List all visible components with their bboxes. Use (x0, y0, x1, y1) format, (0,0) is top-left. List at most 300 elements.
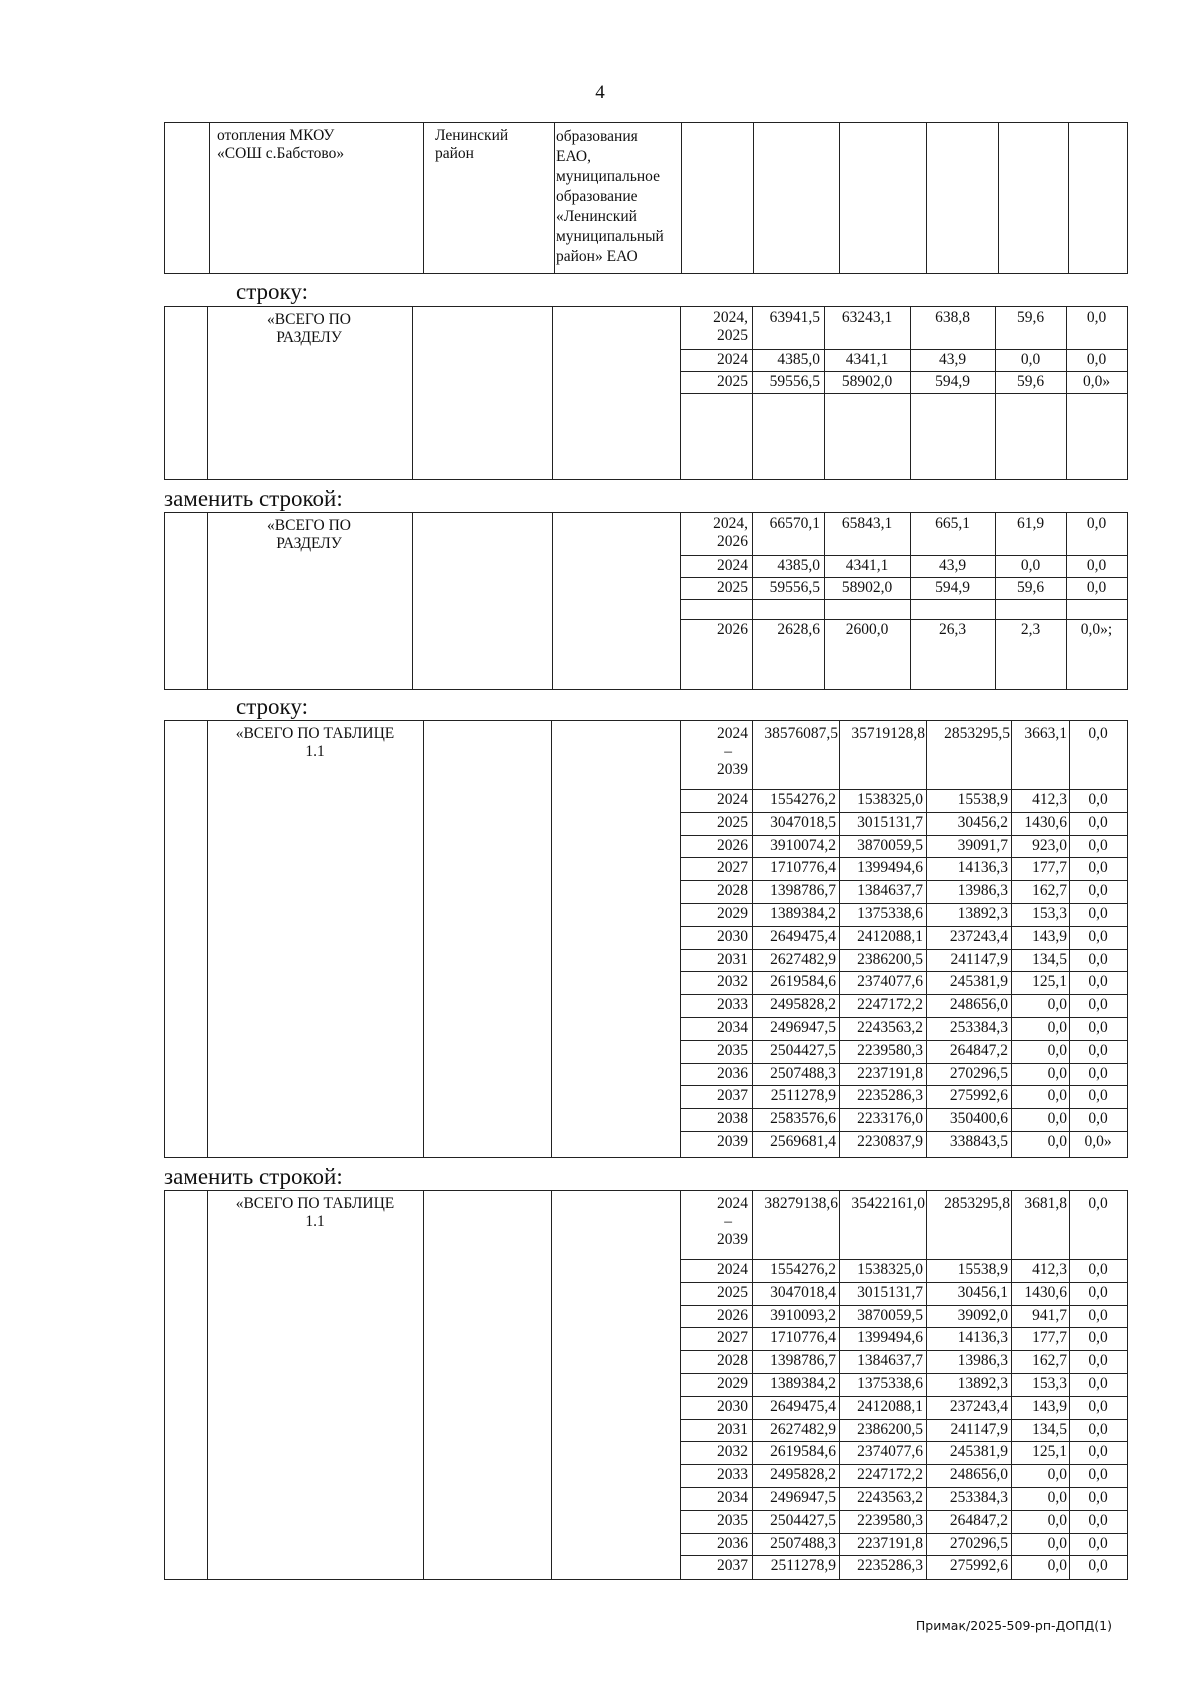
year-cell: 2026 (717, 621, 748, 638)
table-total-label: «ВСЕГО ПО ТАБЛИЦЕ (235, 1195, 395, 1212)
year-cell: 2029 (717, 905, 748, 922)
value-other: 0,0 (1088, 973, 1108, 991)
value-federal: 58902,0 (841, 579, 893, 596)
value-federal: 58902,0 (841, 373, 893, 390)
value-regional: 2853295,8 (944, 1195, 1010, 1212)
funding-source-line: ЕАО, (556, 148, 591, 165)
year-range-start: 2024 (717, 725, 748, 742)
value-other: 0,0 (1088, 1283, 1108, 1301)
value-federal: 2235286,3 (857, 1087, 923, 1105)
value-local: 0,0 (1047, 1064, 1067, 1082)
value-regional: 248656,0 (949, 1466, 1008, 1484)
value-regional: 350400,6 (949, 1110, 1008, 1128)
row-divider (680, 857, 1127, 858)
value-regional: 30456,2 (957, 813, 1008, 831)
value-other: 0,0 (1088, 1534, 1108, 1552)
value-total: 2649475,4 (770, 927, 836, 945)
document-footer: Примак/2025-509-рп-ДОПД(1) (915, 1618, 1112, 1633)
value-regional: 43,9 (938, 557, 967, 574)
value-other: 0,0» (1084, 1133, 1112, 1150)
value-other: 0,0» (1082, 373, 1111, 390)
value-federal: 2412088,1 (857, 1397, 923, 1415)
row-divider (680, 812, 1127, 813)
value-regional: 270296,5 (949, 1064, 1008, 1082)
value-other: 0,0 (1086, 579, 1107, 596)
row-divider (680, 949, 1127, 950)
value-total: 1554276,2 (770, 791, 836, 808)
year-cell: 2025 (717, 1283, 748, 1301)
funding-source-line: «Ленинский (556, 208, 637, 225)
row-divider (680, 1464, 1127, 1465)
value-regional: 43,9 (938, 351, 967, 368)
value-other: 0,0 (1088, 1466, 1108, 1484)
row-divider (680, 1555, 1127, 1556)
value-federal: 4341,1 (845, 351, 889, 368)
value-local: 134,5 (1032, 950, 1067, 968)
value-local: 162,7 (1032, 882, 1067, 900)
year-cell: 2033 (717, 996, 748, 1014)
value-regional: 237243,4 (949, 927, 1008, 945)
value-regional: 638,8 (935, 309, 970, 326)
year-cell: 2025 (717, 813, 748, 831)
value-local: 59,6 (1016, 309, 1045, 326)
value-local: 0,0 (1047, 1019, 1067, 1036)
value-local: 143,9 (1032, 927, 1067, 945)
value-regional: 665,1 (935, 515, 970, 532)
year-cell: 2035 (717, 1041, 748, 1059)
value-regional: 14136,3 (957, 1329, 1008, 1347)
value-regional: 15538,9 (957, 791, 1008, 808)
value-local: 2,3 (1020, 621, 1041, 638)
value-federal: 2374077,6 (857, 1443, 923, 1461)
value-other: 0,0 (1088, 813, 1108, 831)
year-cell: 2032 (717, 973, 748, 991)
district-line: район (435, 145, 474, 162)
value-local: 0,0 (1047, 1087, 1067, 1105)
year-cell: 2034 (717, 1019, 748, 1036)
value-federal: 1375338,6 (857, 1375, 923, 1392)
value-total: 2507488,3 (770, 1064, 836, 1082)
row-divider (680, 1373, 1127, 1374)
value-regional: 253384,3 (949, 1019, 1008, 1036)
value-total: 4385,0 (777, 351, 820, 368)
year-range-dash: – (724, 1213, 732, 1230)
value-local: 1430,6 (1024, 813, 1067, 831)
year-cell: 2036 (717, 1064, 748, 1082)
year-cell: 2038 (717, 1110, 748, 1128)
value-regional: 13986,3 (957, 1352, 1008, 1370)
value-local: 0,0 (1047, 1041, 1067, 1059)
value-regional: 14136,3 (957, 859, 1008, 877)
value-regional: 30456,1 (957, 1283, 1008, 1301)
value-other: 0,0 (1088, 791, 1108, 808)
value-total: 1389384,2 (770, 905, 836, 922)
value-other: 0,0 (1088, 1443, 1108, 1461)
value-regional: 26,3 (938, 621, 967, 638)
value-local: 61,9 (1016, 515, 1045, 532)
year-cell: 2035 (717, 1511, 748, 1529)
row-divider (680, 1063, 1127, 1064)
year-cell: 2024 (717, 557, 748, 574)
row-divider (680, 789, 1127, 790)
table-total-label: 1.1 (305, 743, 325, 760)
value-other: 0,0 (1086, 309, 1107, 326)
value-other: 0,0 (1088, 725, 1108, 742)
value-other: 0,0 (1086, 351, 1107, 368)
object-name-line: отопления МКОУ (217, 127, 335, 144)
value-federal: 2243563,2 (857, 1019, 923, 1036)
row-divider (680, 903, 1127, 904)
year-cell: 2026 (717, 1306, 748, 1324)
value-federal: 3015131,7 (857, 813, 923, 831)
value-local: 153,3 (1032, 1375, 1067, 1392)
value-federal: 2412088,1 (857, 927, 923, 945)
value-total: 38279138,6 (764, 1195, 838, 1212)
table-1-1-total-old (164, 720, 1128, 1158)
year-cell: 2036 (717, 1534, 748, 1552)
value-regional: 338843,5 (949, 1133, 1008, 1150)
value-other: 0,0 (1088, 1064, 1108, 1082)
value-local: 412,3 (1032, 1261, 1067, 1278)
year-cell: 2028 (717, 1352, 748, 1370)
year-cell: 2031 (717, 950, 748, 968)
value-other: 0,0 (1088, 836, 1108, 854)
row-divider (680, 1441, 1127, 1442)
year-cell: 2031 (717, 1420, 748, 1438)
value-federal: 1538325,0 (857, 791, 923, 808)
table-section-total-new (164, 512, 1128, 690)
value-federal: 2230837,9 (857, 1133, 923, 1150)
table-1-1-total-new (164, 1190, 1128, 1580)
value-federal: 1399494,6 (857, 859, 923, 877)
row-divider (680, 1487, 1127, 1488)
value-total: 2496947,5 (770, 1019, 836, 1036)
value-other: 0,0 (1088, 1261, 1108, 1278)
value-total: 4385,0 (777, 557, 820, 574)
table-continued-object (164, 122, 1128, 274)
year-cell: 2034 (717, 1489, 748, 1506)
value-other: 0,0 (1088, 1087, 1108, 1105)
value-federal: 2386200,5 (857, 1420, 923, 1438)
value-other: 0,0 (1088, 859, 1108, 877)
value-total: 3910093,2 (770, 1306, 836, 1324)
page-number: 4 (595, 82, 605, 103)
row-divider (680, 1510, 1127, 1511)
value-local: 59,6 (1016, 373, 1045, 390)
year-cell: 2027 (717, 1329, 748, 1347)
section-total-label: «ВСЕГО ПО (267, 311, 351, 328)
year-cell: 2024, (713, 309, 748, 326)
label-replace-with: заменить строкой: (164, 486, 343, 511)
value-other: 0,0»; (1080, 621, 1113, 638)
value-federal: 2600,0 (845, 621, 889, 638)
value-federal: 1375338,6 (857, 905, 923, 922)
value-federal: 2247172,2 (857, 1466, 923, 1484)
value-total: 2583576,6 (770, 1110, 836, 1128)
value-regional: 39092,0 (957, 1306, 1008, 1324)
value-other: 0,0 (1088, 1489, 1108, 1506)
value-total: 1398786,7 (770, 1352, 836, 1370)
row-divider (680, 1282, 1127, 1283)
value-regional: 15538,9 (957, 1261, 1008, 1278)
value-federal: 63243,1 (841, 309, 893, 326)
label-replace-row: строку: (236, 279, 308, 304)
value-federal: 2239580,3 (857, 1041, 923, 1059)
value-other: 0,0 (1088, 1352, 1108, 1370)
value-other: 0,0 (1088, 1110, 1108, 1128)
value-other: 0,0 (1088, 1329, 1108, 1347)
value-regional: 13892,3 (957, 905, 1008, 922)
row-divider (680, 1396, 1127, 1397)
value-total: 2507488,3 (770, 1534, 836, 1552)
value-local: 0,0 (1047, 1133, 1067, 1150)
value-regional: 241147,9 (950, 950, 1008, 968)
value-local: 0,0 (1047, 1557, 1067, 1575)
value-federal: 65843,1 (841, 515, 893, 532)
funding-source-line: образование (556, 188, 638, 205)
year-cell: 2024, (713, 515, 748, 532)
row-divider (680, 1305, 1127, 1306)
value-other: 0,0 (1088, 1306, 1108, 1324)
value-total: 1710776,4 (770, 1329, 836, 1347)
value-local: 0,0 (1047, 996, 1067, 1014)
value-federal: 3870059,5 (857, 1306, 923, 1324)
value-federal: 2247172,2 (857, 996, 923, 1014)
value-local: 0,0 (1047, 1466, 1067, 1484)
value-total: 2628,6 (777, 621, 820, 638)
year-cell: 2030 (717, 1397, 748, 1415)
value-local: 923,0 (1032, 836, 1067, 854)
value-regional: 275992,6 (949, 1557, 1008, 1575)
value-federal: 3870059,5 (857, 836, 923, 854)
value-federal: 2243563,2 (857, 1489, 923, 1506)
value-other: 0,0 (1088, 950, 1108, 968)
year-range-dash: – (724, 743, 732, 760)
value-total: 1389384,2 (770, 1375, 836, 1392)
row-divider (680, 971, 1127, 972)
year-cell: 2025 (717, 373, 748, 390)
value-regional: 253384,3 (949, 1489, 1008, 1506)
funding-source-line: район» ЕАО (556, 248, 638, 265)
row-divider (680, 1085, 1127, 1086)
label-replace-row: строку: (236, 694, 308, 719)
value-federal: 1384637,7 (857, 882, 923, 900)
value-local: 143,9 (1032, 1397, 1067, 1415)
value-local: 162,7 (1032, 1352, 1067, 1370)
table-section-total-old (164, 306, 1128, 480)
value-local: 177,7 (1032, 859, 1067, 877)
year-cell: 2033 (717, 1466, 748, 1484)
year-range-end: 2039 (717, 761, 748, 778)
value-local: 134,5 (1032, 1420, 1067, 1438)
value-local: 153,3 (1032, 905, 1067, 922)
year-cell: 2027 (717, 859, 748, 877)
object-name-line: «СОШ с.Бабстово» (217, 145, 345, 162)
value-other: 0,0 (1088, 1041, 1108, 1059)
value-federal: 1538325,0 (857, 1261, 923, 1278)
value-regional: 270296,5 (949, 1534, 1008, 1552)
value-total: 2619584,6 (770, 973, 836, 991)
row-divider (680, 880, 1127, 881)
value-regional: 264847,2 (949, 1041, 1008, 1059)
value-other: 0,0 (1088, 1019, 1108, 1036)
value-total: 59556,5 (769, 579, 820, 596)
value-federal: 1384637,7 (857, 1352, 923, 1370)
value-total: 2496947,5 (770, 1489, 836, 1506)
value-local: 177,7 (1032, 1329, 1067, 1347)
value-federal: 35422161,0 (851, 1195, 925, 1212)
year-cell: 2026 (717, 533, 748, 550)
value-other: 0,0 (1088, 1511, 1108, 1529)
value-total: 63941,5 (769, 309, 820, 326)
value-local: 3681,8 (1024, 1195, 1067, 1212)
value-local: 0,0 (1047, 1489, 1067, 1506)
row-divider (680, 926, 1127, 927)
value-local: 125,1 (1032, 1443, 1067, 1461)
value-local: 59,6 (1016, 579, 1045, 596)
value-regional: 248656,0 (949, 996, 1008, 1014)
section-total-label: «ВСЕГО ПО (267, 517, 351, 534)
row-divider (680, 994, 1127, 995)
value-federal: 2235286,3 (857, 1557, 923, 1575)
year-range-start: 2024 (717, 1195, 748, 1212)
value-regional: 594,9 (935, 579, 970, 596)
value-regional: 594,9 (935, 373, 970, 390)
row-divider (680, 835, 1127, 836)
value-regional: 275992,6 (949, 1087, 1008, 1105)
value-total: 2504427,5 (770, 1041, 836, 1059)
value-other: 0,0 (1088, 1557, 1108, 1575)
value-regional: 13986,3 (957, 882, 1008, 900)
funding-source-line: образования (556, 128, 638, 145)
value-regional: 13892,3 (957, 1375, 1008, 1392)
row-divider (680, 1350, 1127, 1351)
value-other: 0,0 (1088, 927, 1108, 945)
value-local: 412,3 (1032, 791, 1067, 808)
value-other: 0,0 (1088, 996, 1108, 1014)
value-total: 2511278,9 (770, 1557, 836, 1575)
section-total-label: РАЗДЕЛУ (276, 329, 342, 346)
value-total: 2649475,4 (770, 1397, 836, 1415)
value-local: 0,0 (1020, 351, 1041, 368)
year-cell: 2037 (717, 1087, 748, 1105)
value-other: 0,0 (1088, 882, 1108, 900)
value-local: 125,1 (1032, 973, 1067, 991)
value-total: 2627482,9 (770, 950, 836, 968)
row-divider (680, 1017, 1127, 1018)
year-cell: 2025 (717, 327, 748, 344)
value-total: 59556,5 (769, 373, 820, 390)
value-federal: 2374077,6 (857, 973, 923, 991)
value-regional: 2853295,5 (944, 725, 1010, 742)
value-regional: 264847,2 (949, 1511, 1008, 1529)
value-local: 941,7 (1032, 1306, 1067, 1324)
value-total: 38576087,5 (764, 725, 838, 742)
year-cell: 2029 (717, 1375, 748, 1392)
value-total: 2504427,5 (770, 1511, 836, 1529)
value-local: 0,0 (1047, 1534, 1067, 1552)
value-other: 0,0 (1086, 557, 1107, 574)
value-other: 0,0 (1088, 905, 1108, 922)
year-cell: 2024 (717, 791, 748, 808)
value-total: 2569681,4 (770, 1133, 836, 1150)
value-total: 2495828,2 (770, 1466, 836, 1484)
row-divider (680, 1108, 1127, 1109)
value-total: 1554276,2 (770, 1261, 836, 1278)
row-divider (680, 1040, 1127, 1041)
value-regional: 245381,9 (949, 1443, 1008, 1461)
value-local: 0,0 (1047, 1110, 1067, 1128)
value-federal: 1399494,6 (857, 1329, 923, 1347)
year-cell: 2026 (717, 836, 748, 854)
district-line: Ленинский (435, 127, 509, 144)
funding-source-line: муниципальный (556, 228, 664, 245)
row-divider (680, 1419, 1127, 1420)
year-cell: 2032 (717, 1443, 748, 1461)
value-local: 0,0 (1020, 557, 1041, 574)
label-replace-with: заменить строкой: (164, 1164, 343, 1189)
value-regional: 39091,7 (957, 836, 1008, 854)
year-cell: 2037 (717, 1557, 748, 1575)
table-total-label: «ВСЕГО ПО ТАБЛИЦЕ (235, 725, 395, 742)
value-total: 2627482,9 (770, 1420, 836, 1438)
value-total: 3047018,4 (770, 1283, 836, 1301)
value-regional: 237243,4 (949, 1397, 1008, 1415)
value-total: 3047018,5 (770, 813, 836, 831)
value-other: 0,0 (1088, 1420, 1108, 1438)
value-total: 1398786,7 (770, 882, 836, 900)
row-divider (680, 1131, 1127, 1132)
value-federal: 35719128,8 (851, 725, 925, 742)
value-federal: 2237191,8 (857, 1064, 923, 1082)
year-range-end: 2039 (717, 1231, 748, 1248)
value-regional: 241147,9 (950, 1420, 1008, 1438)
row-divider (680, 1259, 1127, 1260)
row-divider (680, 1533, 1127, 1534)
table-total-label: 1.1 (305, 1213, 325, 1230)
year-cell: 2025 (717, 579, 748, 596)
value-local: 0,0 (1047, 1511, 1067, 1529)
year-cell: 2024 (717, 351, 748, 368)
year-cell: 2024 (717, 1261, 748, 1278)
year-cell: 2030 (717, 927, 748, 945)
row-divider (680, 1327, 1127, 1328)
year-cell: 2028 (717, 882, 748, 900)
value-federal: 2239580,3 (857, 1511, 923, 1529)
value-federal: 2233176,0 (857, 1110, 923, 1128)
value-total: 1710776,4 (770, 859, 836, 877)
value-total: 2511278,9 (770, 1087, 836, 1105)
value-local: 1430,6 (1024, 1283, 1067, 1301)
value-federal: 2386200,5 (857, 950, 923, 968)
value-federal: 3015131,7 (857, 1283, 923, 1301)
funding-source-line: муниципальное (556, 168, 660, 185)
value-other: 0,0 (1088, 1375, 1108, 1392)
year-cell: 2039 (717, 1133, 748, 1150)
value-total: 2619584,6 (770, 1443, 836, 1461)
value-total: 66570,1 (769, 515, 820, 532)
value-local: 3663,1 (1024, 725, 1067, 742)
value-other: 0,0 (1088, 1397, 1108, 1415)
section-total-label: РАЗДЕЛУ (276, 535, 342, 552)
value-other: 0,0 (1086, 515, 1107, 532)
value-federal: 2237191,8 (857, 1534, 923, 1552)
value-federal: 4341,1 (845, 557, 889, 574)
value-regional: 245381,9 (949, 973, 1008, 991)
value-total: 3910074,2 (770, 836, 836, 854)
value-other: 0,0 (1088, 1195, 1108, 1212)
value-total: 2495828,2 (770, 996, 836, 1014)
